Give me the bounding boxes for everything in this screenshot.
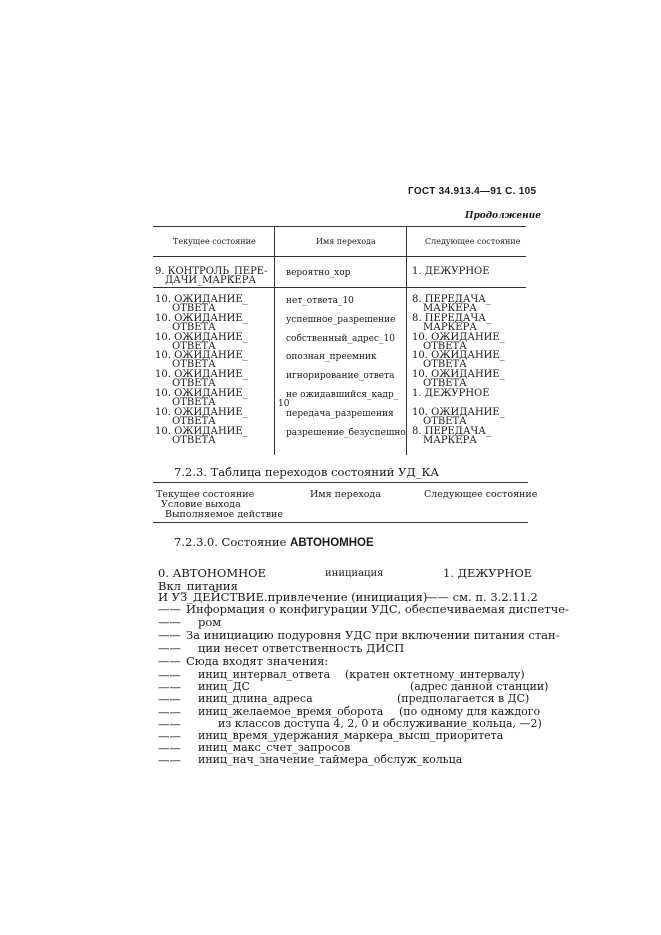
line-dash: —— (158, 615, 181, 629)
line-dash: —— (158, 716, 181, 731)
cell-next: 1. ДЕЖУРНОЕ (412, 388, 490, 399)
cell-current: 10. ОЖИДАНИЕ_ (155, 406, 248, 418)
cell-name: разрешение_безуспешно (286, 427, 406, 438)
cell-next-cont: МАРКЕРА (423, 321, 477, 333)
cell-next: 10. ОЖИДАНИЕ_ (412, 406, 505, 418)
table2-col-name: Имя перехода (310, 489, 381, 500)
cell-current-underline (153, 287, 274, 288)
cell-next-cont: МАРКЕРА (423, 434, 477, 446)
cell-next-cont: ОТВЕТА (423, 359, 467, 371)
cell-next: 10. ОЖИДАНИЕ_ (412, 369, 505, 381)
exit-condition: Вкл_питания (158, 579, 238, 593)
cell-current-cont: ОТВЕТА (172, 340, 216, 352)
cell-current-cont: ОТВЕТА (172, 434, 216, 446)
page-header: ГОСТ 34.913.4—91 С. 105 (408, 186, 537, 197)
value-text: иниц_время_удержания_маркера_высш_приоритета (198, 729, 504, 742)
cell-next: 1. ДЕЖУРНОЕ (412, 266, 490, 277)
value-text: иниц_желаемое_время_оборота (198, 704, 384, 718)
cell-name: игнорирование_ответа (286, 371, 395, 382)
cell-current-cont: ОТВЕТА (172, 397, 216, 408)
line-text: За инициацию подуровня УДС при включении питания стан- (186, 628, 560, 642)
section-title-7230: 7.2.3.0. Состояние АВТОНОМНОЕ (174, 535, 374, 549)
cell-next: 8. ПЕРЕДАЧА_ (412, 312, 491, 324)
table2-sub-action: Выполняемое действие (165, 509, 284, 520)
cell-current: 10. ОЖИДАНИЕ_ (155, 425, 248, 437)
line-dash: —— (158, 680, 181, 695)
cell-current: 9. КОНТРОЛЬ_ПЕРЕ- ДАЧИ_МАРКЕРА (155, 266, 268, 286)
continuation-label: Продолжение (465, 211, 541, 221)
cell-next-cont: ОТВЕТА (423, 378, 467, 390)
cell-next-cont: ОТВЕТА (423, 340, 467, 352)
line-dash: —— (158, 753, 181, 768)
line-dash: —— (158, 692, 181, 707)
value-text: иниц_интервал_ответа (198, 668, 331, 681)
line-dash: —— (158, 704, 181, 719)
table-top-border (153, 226, 526, 227)
line-text: Информация о конфигурации УДС, обеспечиваемая диспетче- (186, 602, 569, 616)
value-note: (адрес данной станции) (410, 680, 549, 694)
table2-sub-condition: Условие выхода (161, 499, 241, 510)
cell-name: собственный_адрес_10 (286, 333, 395, 344)
line-dash: —— (158, 741, 181, 756)
table-col-header-name: Имя перехода (316, 237, 376, 246)
value-text: иниц_нач_значение_таймера_обслуж_кольца (198, 753, 463, 767)
table2-col-next: Следующее состояние (424, 489, 538, 500)
cell-name: передача_разрешения (286, 408, 394, 419)
cell-current-cont: ОТВЕТА (172, 415, 216, 427)
cell-current-cont: ОТВЕТА (172, 303, 216, 314)
cell-name-cont: 10 (278, 399, 290, 409)
cell-name: вероятно_хор (286, 268, 351, 278)
line-dash: —— (158, 628, 181, 642)
value-text: иниц_длина_адреса (198, 692, 313, 706)
value-text: из классов доступа 4, 2, 0 и обслуживание_кольца, —2) (218, 716, 542, 730)
table-col-divider-1 (274, 226, 275, 455)
state-current: 0. АВТОНОМНОЕ (158, 566, 266, 580)
cell-current-cont: ОТВЕТА (172, 321, 216, 333)
cell-current: 10. ОЖИДАНИЕ_ (155, 369, 248, 381)
action-line: И УЗ_ДЕЙСТВИЕ.привлечение (инициация) (158, 590, 428, 604)
section-title-723: 7.2.3. Таблица переходов состояний УД_КА (174, 465, 440, 479)
cell-next-underline (406, 287, 526, 288)
value-text: иниц_макс_счет_запросов (198, 741, 351, 755)
line-dash: —— (158, 654, 181, 668)
line-dash: —— (158, 729, 181, 743)
table-col-header-current: Текущее состояние (173, 237, 256, 246)
table-header-border (153, 256, 526, 257)
cell-name: нет_ответа_10 (286, 296, 354, 306)
line-text: ции несет ответственность ДИСП (198, 641, 405, 655)
cell-name: успешное_разрешение (286, 314, 396, 325)
cell-current: 10. ОЖИДАНИЕ_ (155, 312, 248, 324)
action-reference: —— см. п. 3.2.11.2 (426, 590, 538, 604)
cell-current: 10. ОЖИДАНИЕ_ (155, 294, 248, 305)
cell-next: 10. ОЖИДАНИЕ_ (412, 350, 505, 362)
value-note: (кратен октетному_интервалу) (345, 668, 525, 681)
state-next: 1. ДЕЖУРНОЕ (443, 566, 533, 580)
table2-bottom-border (153, 522, 528, 523)
cell-name: не ожидавшийся_кадр_ (286, 390, 399, 400)
cell-name: опознан_преемник (286, 352, 377, 363)
table-col-divider-2 (406, 226, 407, 455)
line-dash: —— (158, 641, 181, 655)
cell-current-cont: ОТВЕТА (172, 378, 216, 390)
table-col-header-next: Следующее состояние (425, 237, 521, 246)
cell-next: 8. ПЕРЕДАЧА_ (412, 425, 491, 437)
cell-current: 10. ОЖИДАНИЕ_ (155, 350, 248, 362)
value-text: иниц_ДС (198, 680, 250, 694)
value-note: (предполагается в ДС) (397, 692, 530, 706)
line-text: ром (198, 615, 222, 629)
cell-next-cont: ОТВЕТА (423, 415, 467, 427)
value-note: (по одному для каждого (399, 704, 541, 718)
table2-col-current: Текущее состояние (156, 489, 255, 500)
line-dash: —— (158, 602, 181, 616)
table2-top-border (153, 482, 528, 483)
cell-current: 10. ОЖИДАНИЕ_ (155, 331, 248, 343)
cell-next: 8. ПЕРЕДАЧА_ (412, 294, 491, 305)
state-transition: инициация (325, 568, 384, 579)
cell-next-cont: МАРКЕРА (423, 303, 477, 314)
cell-current-cont: ОТВЕТА (172, 359, 216, 371)
cell-next: 10. ОЖИДАНИЕ_ (412, 331, 505, 343)
cell-name-underline (274, 287, 406, 288)
cell-current: 10. ОЖИДАНИЕ_ (155, 388, 248, 399)
line-text: Сюда входят значения: (186, 654, 329, 668)
line-dash: —— (158, 668, 181, 682)
